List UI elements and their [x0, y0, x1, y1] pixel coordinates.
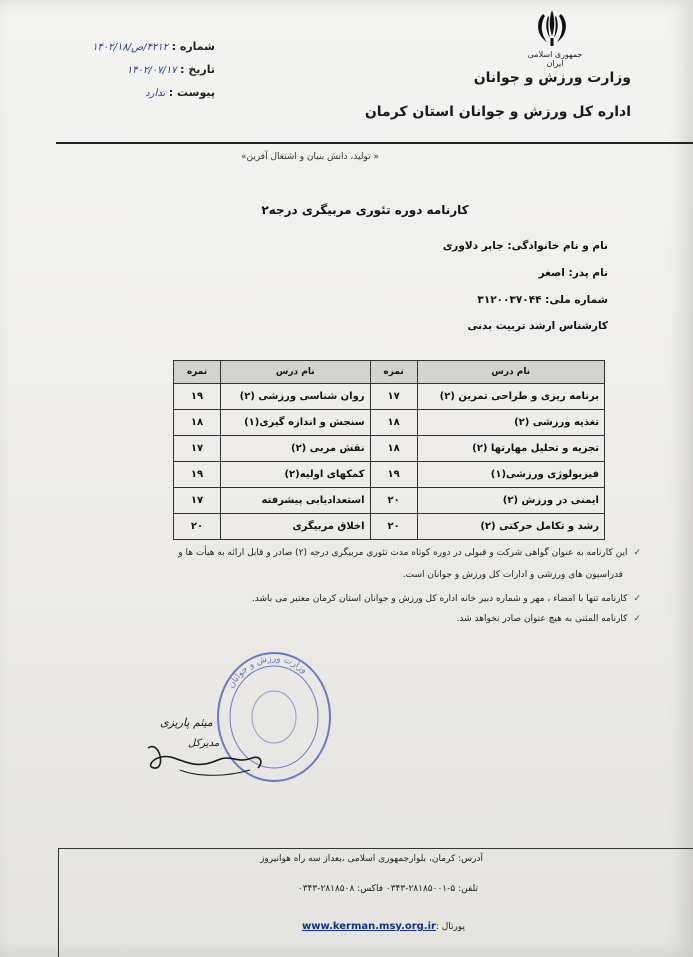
check-icon: ✓ — [633, 548, 641, 558]
document-title: کارنامه دوره تئوری مربیگری درجه۲ — [261, 203, 469, 217]
grade-cell: ۱۷ — [370, 384, 417, 410]
course-cell: استعدادیابی پیشرفته — [221, 488, 371, 514]
person-name: نام و نام خانوادگی: جابر دلاوری — [442, 240, 608, 252]
note-3: ✓کارنامه المثنی به هیچ عنوان صادر نخواهد شد. — [456, 614, 641, 624]
note-1-cont: فدراسیون های ورزشی و ادارات کل ورزش و جوانان است. — [402, 570, 623, 580]
father-name: نام پدر: اصغر — [538, 267, 608, 279]
course-cell: ایمنی در ورزش (۲) — [417, 488, 604, 514]
grade-cell: ۱۹ — [174, 462, 221, 488]
course-cell: رشد و تکامل حرکتی (۲) — [417, 514, 604, 540]
course-cell: روان شناسی ورزشی (۲) — [221, 384, 371, 410]
signer-role: مدیرکل — [188, 738, 220, 749]
note-2: ✓کارنامه تنها با امضاء ، مهر و شماره دبیر خانه اداره کل ورزش و جوانان استان کرمان معتبر می باشد. — [251, 594, 641, 604]
stamp-text: وزارت ورزش و جوانان — [226, 653, 309, 691]
grades-table — [173, 360, 605, 540]
header-course-1: نام درس — [417, 361, 604, 384]
degree: کارشناس ارشد تربیت بدنی — [467, 320, 608, 332]
letter-number-value: ۴۲۱۲/ص/۱۴۰۲/۱۸ — [92, 42, 169, 53]
year-slogan: « تولید، دانش بنیان و اشتغال آفرین» — [240, 152, 380, 162]
note-1: ✓این کارنامه به عنوان گواهی شرکت و قبولی در دوره کوتاه مدت تئوری مربیگری درجه (۲) صادر و قابل ارائه به هیأت ها و — [178, 548, 641, 558]
course-cell: تجزیه و تحلیل مهارتها (۲) — [417, 436, 604, 462]
header-course-2: نام درس — [221, 361, 371, 384]
table-row — [174, 384, 605, 410]
table-row — [174, 462, 605, 488]
check-icon: ✓ — [633, 594, 641, 604]
table-row — [174, 410, 605, 436]
grade-cell: ۱۹ — [174, 384, 221, 410]
grades-header-row — [174, 361, 605, 384]
national-id: شماره ملی: ۳۱۲۰۰۳۷۰۴۴ — [477, 294, 608, 306]
footer-phone: تلفن: ۵-۲۸۱۸۵۰۰۱-۰۳۴۳ فاکس: ۲۸۱۸۵۰۸-۰۳۴۳ — [297, 884, 478, 894]
ministry-name: وزارت ورزش و جوانان — [473, 70, 631, 86]
grade-cell: ۲۰ — [370, 488, 417, 514]
footer-box — [58, 848, 693, 957]
header-grade-2: نمره — [174, 361, 221, 384]
table-row — [174, 514, 605, 540]
iran-emblem-icon — [527, 4, 577, 54]
letter-number-row — [40, 40, 215, 53]
letter-date-value: ۱۴۰۲/۰۷/۱۷ — [126, 65, 177, 76]
signer-name: میثم پاریزی — [160, 716, 213, 729]
header-grade-1: نمره — [370, 361, 417, 384]
grade-cell: ۱۸ — [370, 436, 417, 462]
letter-date-label: تاریخ : — [180, 63, 215, 76]
table-row — [174, 436, 605, 462]
attachment-label: پیوست : — [168, 86, 215, 99]
letter-number-label: شماره : — [171, 40, 215, 53]
grade-cell: ۱۷ — [174, 488, 221, 514]
svg-text:وزارت ورزش و جوانان — [226, 654, 308, 690]
course-cell: فیزیولوژی ورزشی(۱) — [417, 462, 604, 488]
attachment-row — [40, 86, 215, 99]
footer-address: آدرس: کرمان، بلوارجمهوری اسلامی ،بعداز سه راه هوانیروز — [260, 854, 483, 864]
grade-cell: ۲۰ — [370, 514, 417, 540]
footer-portal-label: پورتال : — [435, 922, 465, 932]
course-cell: سنجش و اندازه گیری(۱) — [221, 410, 371, 436]
grade-cell: ۱۷ — [174, 436, 221, 462]
grade-cell: ۲۰ — [174, 514, 221, 540]
header-divider — [56, 142, 693, 144]
office-name: اداره کل ورزش و جوانان استان کرمان — [364, 104, 631, 120]
course-cell: کمکهای اولیه(۲) — [221, 462, 371, 488]
table-row — [174, 488, 605, 514]
letter-date-row — [40, 63, 215, 76]
portal-link[interactable]: www.kerman.msy.org.ir — [302, 921, 436, 932]
course-cell: اخلاق مربیگری — [221, 514, 371, 540]
grade-cell: ۱۸ — [174, 410, 221, 436]
grade-cell: ۱۸ — [370, 410, 417, 436]
grade-cell: ۱۹ — [370, 462, 417, 488]
course-cell: نقش مربی (۲) — [221, 436, 371, 462]
emblem-caption: جمهوری اسلامی ایران — [527, 50, 583, 68]
attachment-value: ندارد — [145, 88, 166, 99]
check-icon: ✓ — [633, 614, 641, 624]
course-cell: تغذیه ورزشی (۲) — [417, 410, 604, 436]
course-cell: برنامه ریزی و طراحی تمرین (۲) — [417, 384, 604, 410]
